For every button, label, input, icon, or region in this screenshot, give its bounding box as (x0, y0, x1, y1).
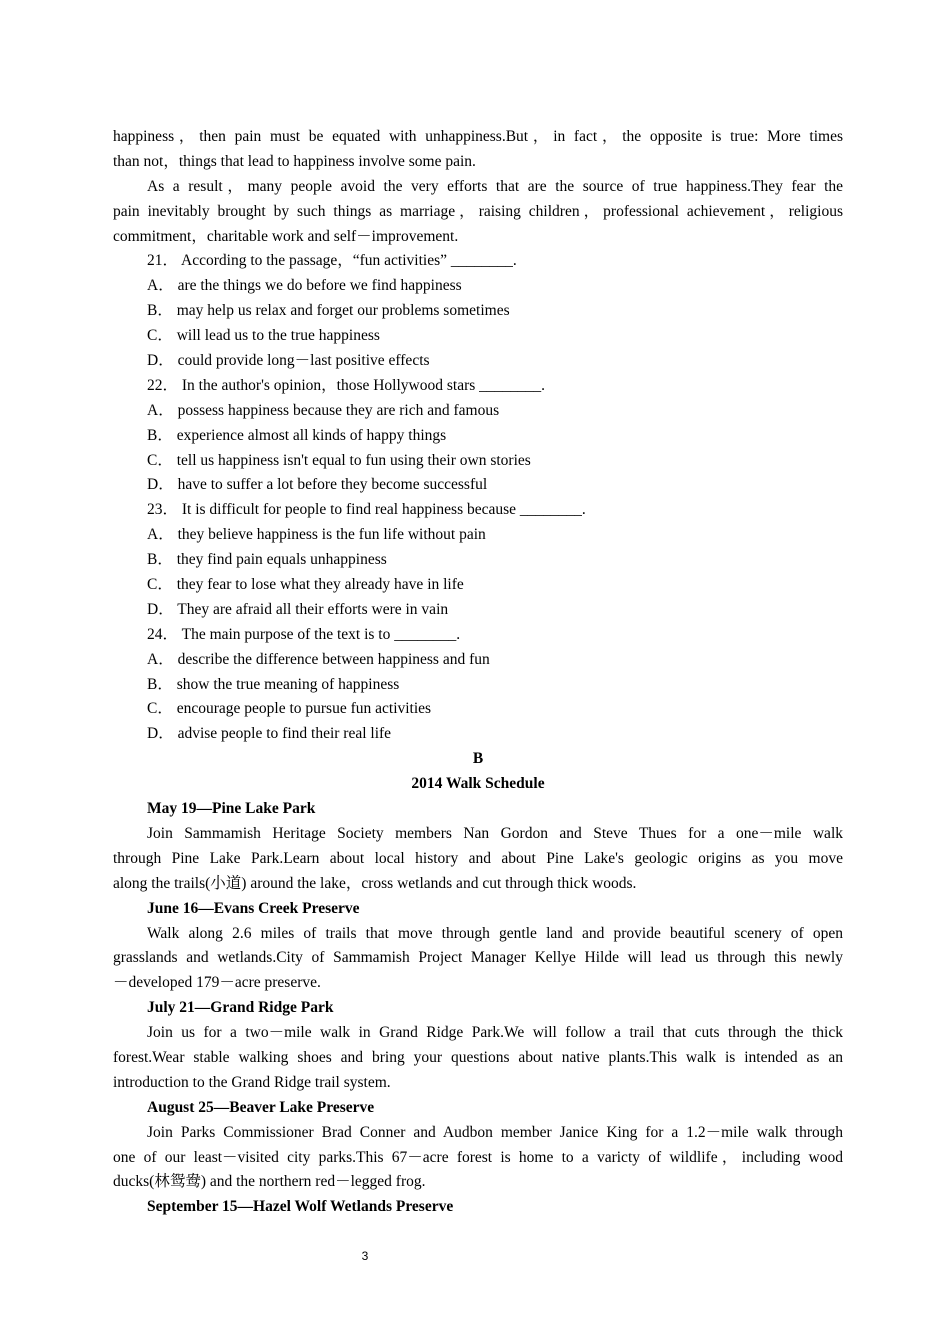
event-line: Walk along 2.6 miles of trails that move through gentle land and provide beautiful scenery of open (147, 924, 843, 942)
passage-a-paragraph-2 (113, 175, 843, 250)
question-22 (113, 374, 843, 498)
answer-option: D． could provide long－last positive effects (147, 352, 430, 370)
answer-option: C． tell us happiness isn't equal to fun using their own stories (147, 451, 531, 469)
question-23 (113, 498, 843, 622)
event-heading: August 25—Beaver Lake Preserve (147, 1098, 375, 1116)
event-line: forest.Wear stable walking shoes and bring your questions about native plants.This walk is intended as an (113, 1048, 843, 1066)
event-line: introduction to the Grand Ridge trail system. (113, 1073, 391, 1091)
event-line: grasslands and wetlands.City of Sammamish Project Manager Kellye Hilde will lead us through this newly (113, 949, 843, 967)
answer-option: A． are the things we do before we find happiness (147, 277, 462, 295)
answer-option: C． will lead us to the true happiness (147, 327, 380, 345)
event-line: ducks(林鸳鸯) and the northern red－legged frog. (113, 1173, 426, 1191)
answer-option: D． have to suffer a lot before they become successful (147, 476, 488, 494)
paragraph-line: pain inevitably brought by such things as marriage，raising children，professional achievement，religious (113, 202, 843, 220)
question-stem: 24． The main purpose of the text is to ________. (147, 625, 461, 643)
answer-option: B． show the true meaning of happiness (147, 675, 400, 693)
answer-option: C． encourage people to pursue fun activities (147, 700, 432, 718)
event-line: Join Sammamish Heritage Society members Nan Gordon and Steve Thues for a one－mile walk (147, 824, 843, 842)
question-21 (113, 249, 843, 373)
paragraph-line: happiness，then pain must be equated with unhappiness.But，in fact，the opposite is true: More times (113, 128, 843, 145)
answer-option: B． experience almost all kinds of happy things (147, 426, 447, 444)
walk-event-may (113, 797, 843, 897)
walk-event-august (113, 1096, 843, 1196)
event-line: －developed 179－acre preserve. (113, 974, 321, 992)
answer-option: B． they find pain equals unhappiness (147, 551, 387, 569)
answer-option: A． describe the difference between happiness and fun (147, 650, 490, 668)
walk-event-july (113, 996, 843, 1096)
walk-event-september (113, 1195, 843, 1220)
answer-option: B． may help us relax and forget our problems sometimes (147, 302, 510, 320)
event-line: one of our least－visited city parks.This 67－acre forest is home to a varicty of wildlife，including wood (113, 1148, 843, 1166)
walk-event-june (113, 897, 843, 997)
answer-option: A． they believe happiness is the fun life without pain (147, 526, 486, 544)
paragraph-line: commitment，charitable work and self－improvement. (113, 227, 459, 245)
event-heading: September 15—Hazel Wolf Wetlands Preserve (147, 1198, 454, 1216)
passage-a-paragraph-1 (113, 125, 843, 175)
event-heading: June 16—Evans Creek Preserve (147, 899, 360, 917)
question-stem: 21． According to the passage，“fun activities” ________. (147, 252, 517, 270)
paragraph-line: than not，things that lead to happiness involve some pain. (113, 152, 476, 170)
answer-option: D． advise people to find their real life (147, 725, 392, 743)
event-line: along the trails(小道) around the lake，cross wetlands and cut through thick woods. (113, 874, 637, 892)
answer-option: C． they fear to lose what they already have in life (147, 576, 464, 594)
section-label: B (472, 750, 484, 768)
event-heading: July 21—Grand Ridge Park (147, 999, 334, 1017)
event-line: Join us for a two－mile walk in Grand Ridge Park.We will follow a trail that cuts through the thick (147, 1024, 843, 1042)
question-stem: 23． It is difficult for people to find real happiness because ________. (147, 501, 586, 519)
event-line: through Pine Lake Park.Learn about local history and about Pine Lake's geologic origins as you move (113, 849, 843, 867)
document-page (113, 125, 843, 1220)
question-stem: 22． In the author's opinion，those Hollywood stars ________. (147, 376, 546, 394)
event-heading: May 19—Pine Lake Park (147, 800, 316, 818)
question-24 (113, 623, 843, 747)
answer-option: A． possess happiness because they are rich and famous (147, 401, 500, 419)
answer-option: D． They are afraid all their efforts were in vain (147, 600, 449, 618)
section-title: 2014 Walk Schedule (411, 775, 545, 793)
event-line: Join Parks Commissioner Brad Conner and Audbon member Janice King for a 1.2－mile walk through (147, 1123, 843, 1141)
page-number: 3 (361, 1249, 369, 1263)
paragraph-line: As a result，many people avoid the very efforts that are the source of true happiness.They fear the (147, 177, 843, 195)
